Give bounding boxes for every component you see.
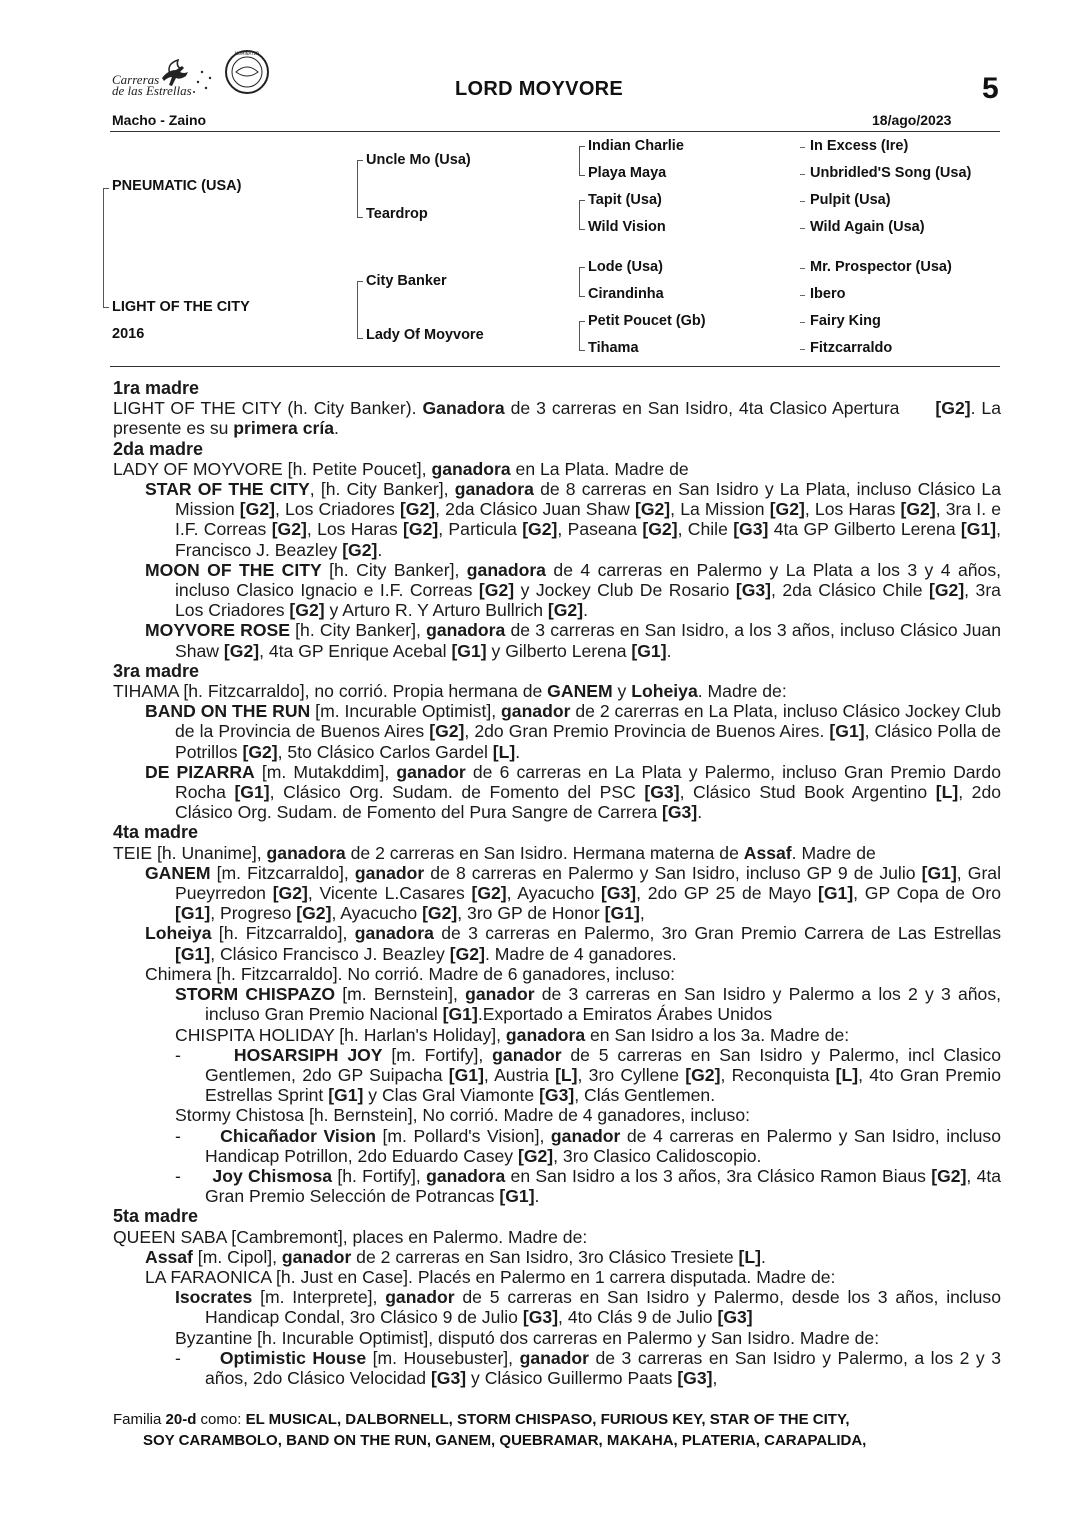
logo-text-2: de las Estrellas [112,83,192,98]
gen4-3: Pulpit (Usa) [810,192,891,208]
entry-chimera: Chimera [h. Fitzcarraldo]. No corrió. Madre de 6 ganadores, incluso: [145,963,676,984]
entry-moon-of-the-city: MOON OF THE CITY [h. City Banker], ganadora de 4 carreras en Palermo y La Plata a los 3 y 4 años, incluso Clasico Ignacio e I.F. Correas [G2] y Jockey Club De Rosario [G3], 2da Clásico Chile [G2], 3ra Los Criadores [G2] y Arturo R. Y Arturo Bullrich [G2]. [145,559,1002,621]
carreras-logo [110,48,280,106]
entry-chispita-holiday: CHISPITA HOLIDAY [h. Harlan's Holiday], ganadora en San Isidro a los 3a. Madre de: [175,1024,850,1045]
dash-7 [800,322,805,323]
paragraph-4ta-madre: TEIE [h. Unanime], ganadora de 2 carreras en San Isidro. Hermana materna de Assaf. Madre de [113,842,876,863]
dam: LIGHT OF THE CITY [112,299,250,315]
heading-3ra-madre: 3ra madre [113,660,200,681]
entry-storm-chispazo: STORM CHISPAZO [m. Bernstein], ganador de 3 carreras en San Isidro y Palermo a los 2 y 3 años, incluso Gran Premio Nacional [G1].Exportado a Emiratos Árabes Unidos [175,984,1002,1025]
family-code: 20-d [165,1411,197,1428]
bracket-gen3-c [579,267,585,297]
gen4-8: Fitzcarraldo [810,340,893,356]
entry-hosarsiph-joy: - HOSARSIPH JOY [m. Fortify], ganador de 5 carreras en San Isidro y Palermo, incl Clasico Gentlemen, 2do GP Suipacha [G1], Austria [L], 3ro Cyllene [G2], Reconquista [L], 4to Gran Premio Estrellas Sprint [G1] y Clas Gral Viamonte [G3], Clás Gentlemen. [175,1044,1002,1106]
gen3-5: Lode (Usa) [588,259,663,275]
entry-loheiya: Loheiya [h. Fitzcarraldo], ganadora de 3 carreras en Palermo, 3ro Gran Premio Carrera de Las Estrellas [G1], Clásico Francisco J. Beazley [G2]. Madre de 4 ganadores. [145,923,1002,964]
entry-stormy-chistosa: Stormy Chistosa [h. Bernstein], No corrió. Madre de 4 ganadores, incluso: [175,1105,751,1126]
dash-2 [800,174,805,175]
gen2-teardrop: Teardrop [366,206,428,222]
heading-4ta-madre: 4ta madre [113,822,199,843]
entry-ganem: GANEM [m. Fitzcarraldo], ganador de 8 carreras en Palermo y San Isidro, incluso GP 9 de Julio [G1], Gral Pueyrredon [G2], Vicente L.Casares [G2], Ayacucho [G3], 2do GP 25 de Mayo [G1], GP Copa de Oro [G1], Progreso [G2], Ayacucho [G2], 3ro GP de Honor [G1], [145,862,1001,924]
gen2-uncle-mo: Uncle Mo (Usa) [366,152,471,168]
gen3-2: Playa Maya [588,165,667,181]
dash-3 [800,201,805,202]
sire: PNEUMATIC (USA) [112,178,242,194]
lot-number: 5 [982,72,999,105]
gen3-7: Petit Poucet (Gb) [588,313,706,329]
sheet-date: 18/ago/2023 [872,112,952,128]
gen4-2: Unbridled'S Song (Usa) [810,165,972,181]
gen4-1: In Excess (Ire) [810,138,909,154]
gen3-8: Tihama [588,340,639,356]
entry-assaf: Assaf [m. Cipol], ganador de 2 carreras en San Isidro, 3ro Clásico Tresiete [L]. [145,1246,766,1267]
gen4-6: Ibero [810,286,846,302]
family-line-2 [113,1430,1001,1451]
dash-5 [800,268,805,269]
paragraph-1ra-madre: LIGHT OF THE CITY (h. City Banker). Ganadora de 3 carreras en San Isidro, 4ta Clasico Apertura [G2]. La presente es su primera cría. [113,398,1001,439]
family-prefix: Familia [113,1411,162,1428]
family-names-1: EL MUSICAL, DALBORNELL, STORM CHISPASO, FURIOUS KEY, STAR OF THE CITY, [245,1411,850,1428]
bracket-gen3-d [579,321,585,351]
entry-star-of-the-city: STAR OF THE CITY, [h. City Banker], ganadora de 8 carreras en San Isidro y La Plata, incluso Clásico La Mission [G2], Los Criadores [G2], 2da Clásico Juan Shaw [G2], La Mission [G2], Los Haras [G2], 3ra I. e I.F. Correas [G2], Los Haras [G2], Particula [G2], Paseana [G2], Chile [G3] 4ta GP Gilberto Lerena [G1], Francisco J. Beazley [G2]. [145,479,1002,560]
family-footer [113,1409,1001,1451]
gen4-5: Mr. Prospector (Usa) [810,259,952,275]
logo-text-1: Carreras [112,72,160,87]
divider-top [110,131,1000,132]
bracket-gen1 [103,188,109,308]
gen4-7: Fairy King [810,313,881,329]
heading-5ta-madre: 5ta madre [113,1206,199,1227]
gen4-4: Wild Again (Usa) [810,219,925,235]
entry-moyvore-rose: MOYVORE ROSE [h. City Banker], ganadora de 3 carreras en San Isidro, a los 3 años, incluso Clásico Juan Shaw [G2], 4ta GP Enrique Acebal [G1] y Gilberto Lerena [G1]. [145,620,1002,661]
bracket-gen3-a [579,146,585,176]
entry-band-on-the-run: BAND ON THE RUN [m. Incurable Optimist], ganador de 2 carerras en La Plata, incluso Clásico Jockey Club de la Provincia de Buenos Aires [G2], 2do Gran Premio Provincia de Buenos Aires. [G1], Clásico Polla de Potrillos [G2], 5to Clásico Carlos Gardel [L]. [145,701,1001,762]
dash-4 [800,228,805,229]
gen3-6: Cirandinha [588,286,664,302]
entry-byzantine: Byzantine [h. Incurable Optimist], disputó dos carreras en Palermo y San Isidro. Madre de: [175,1327,880,1348]
heading-1ra-madre: 1ra madre [113,378,200,398]
paragraph-3ra-madre: TIHAMA [h. Fitzcarraldo], no corrió. Propia hermana de GANEM y Loheiya. Madre de: [113,681,787,702]
family-line-1 [113,1409,1001,1430]
family-como: como: [200,1411,242,1428]
gen3-1: Indian Charlie [588,138,684,154]
gen2-lady-of-moyvore: Lady Of Moyvore [366,327,484,343]
gen3-4: Wild Vision [588,219,666,235]
dash-6 [800,295,805,296]
family-history [113,378,1001,1388]
gen3-3: Tapit (Usa) [588,192,662,208]
sex-coat: Macho - Zaino [112,112,207,128]
bracket-gen2-top [357,160,363,218]
dam-year: 2016 [112,326,145,342]
entry-isocrates: Isocrates [m. Interprete], ganador de 5 carreras en San Isidro y Palermo, desde los 3 años, incluso Handicap Condal, 3ro Clásico 9 de Julio [G3], 4to Clás 9 de Julio [G3] [175,1287,1001,1328]
horse-name: LORD MOYVORE [455,78,624,100]
entry-joy-chismosa: - Joy Chismosa [h. Fortify], ganadora en San Isidro a los 3 años, 3ra Clásico Ramon Biaus [G2], 4ta Gran Premio Selección de Potrancas [G1]. [175,1165,1002,1207]
paragraph-5ta-madre: QUEEN SABA [Cambremont], places en Palermo. Madre de: [113,1226,588,1247]
heading-2da-madre: 2da madre [113,438,204,459]
paragraph-2da-madre: LADY OF MOYVORE [h. Petite Poucet], ganadora en La Plata. Madre de [113,458,689,479]
family-names-2: SOY CARAMBOLO, BAND ON THE RUN, GANEM, QUEBRAMAR, MAKAHA, PLATERIA, CARAPALIDA, [143,1432,867,1449]
bracket-gen3-b [579,200,585,230]
svg-text:NOMINATED: NOMINATED [234,51,260,56]
divider-bottom [110,366,1000,367]
dash-8 [800,349,805,350]
entry-de-pizarra: DE PIZARRA [m. Mutakddim], ganador de 6 carreras en La Plata y Palermo, incluso Gran Premio Dardo Rocha [G1], Clásico Org. Sudam. de Fomento del PSC [G3], Clásico Stud Book Argentino [L], 2do Clásico Org. Sudam. de Fomento del Pura Sangre de Carrera [G3]. [145,761,1002,823]
dash-1 [800,147,805,148]
bracket-gen2-bottom [357,281,363,339]
entry-la-faraonica: LA FARAONICA [h. Just en Case]. Placés en Palermo en 1 carrera disputada. Madre de: [145,1266,836,1287]
entry-optimistic-house: - Optimistic House [m. Housebuster], ganador de 3 carreras en San Isidro y Palermo, a los 2 y 3 años, 2do Clásico Velocidad [G3] y Clásico Guillermo Paats [G3], [175,1347,1002,1388]
entry-chicanador-vision: - Chicañador Vision [m. Pollard's Vision], ganador de 4 carreras en Palermo y San Isidro, incluso Handicap Potrillon, 2do Eduardo Casey [G2], 3ro Clasico Calidoscopio. [175,1125,1001,1166]
gen2-city-banker: City Banker [366,273,447,289]
